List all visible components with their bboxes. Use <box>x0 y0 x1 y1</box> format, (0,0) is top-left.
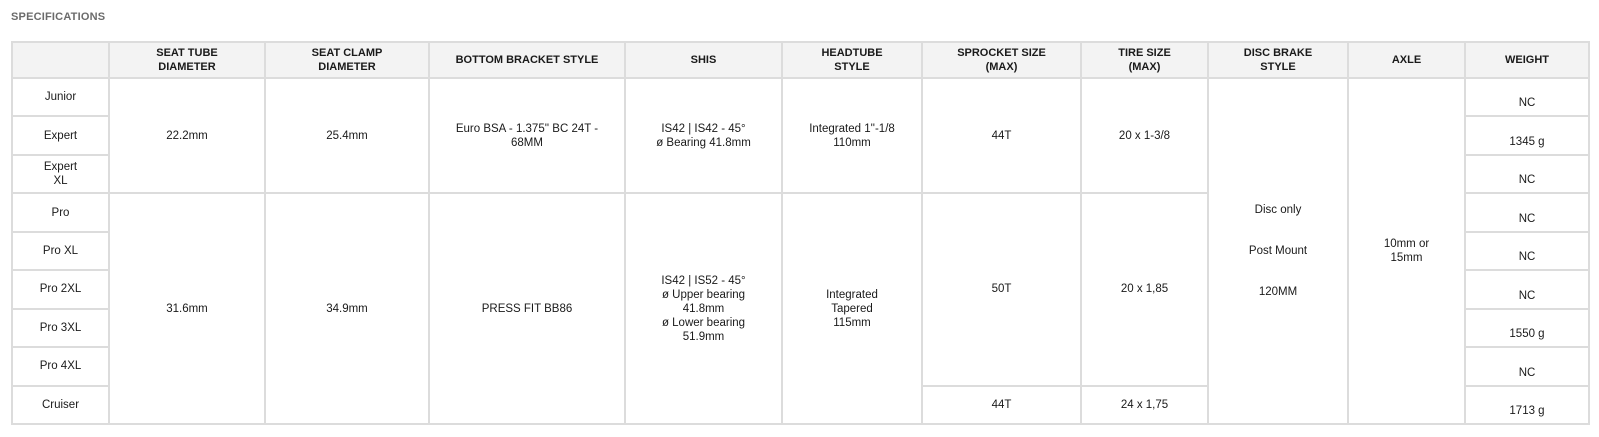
weight-cell-junior: NC <box>1465 78 1589 116</box>
disc-brake-cell <box>1208 78 1348 424</box>
tire-pro-cell: 20 x 1,85 <box>1081 193 1208 385</box>
header-shis: SHIS <box>625 42 782 78</box>
disc-brake-line: Disc only <box>1254 204 1302 216</box>
seat-clamp-small-cell: 25.4mm <box>265 78 429 193</box>
section-title: SPECIFICATIONS <box>11 11 106 23</box>
weight-cell-expert: 1345 g <box>1465 116 1589 154</box>
header-weight: WEIGHT <box>1465 42 1589 78</box>
weight-cell-pro-3xl: 1550 g <box>1465 309 1589 347</box>
disc-brake-line: 120MM <box>1258 286 1298 298</box>
shis-small-cell: IS42 | IS42 - 45° ø Bearing 41.8mm <box>625 78 782 193</box>
size-cell-pro-3xl: Pro 3XL <box>12 309 109 347</box>
headtube-large-cell: Integrated Tapered 115mm <box>782 193 922 424</box>
table-row <box>12 78 1589 116</box>
header-tire-size: TIRE SIZE (MAX) <box>1081 42 1208 78</box>
header-size <box>12 42 109 78</box>
disc-brake-line: Post Mount <box>1248 245 1308 257</box>
size-cell-pro: Pro <box>12 193 109 231</box>
size-cell-pro-xl: Pro XL <box>12 232 109 270</box>
specifications-table <box>11 41 1590 425</box>
header-bottom-bracket-style: BOTTOM BRACKET STYLE <box>429 42 625 78</box>
sprocket-cruiser-cell: 44T <box>922 386 1081 425</box>
axle-cell: 10mm or 15mm <box>1348 78 1465 424</box>
seat-tube-large-cell: 31.6mm <box>109 193 265 424</box>
sprocket-pro-cell: 50T <box>922 193 1081 385</box>
seat-clamp-large-cell: 34.9mm <box>265 193 429 424</box>
weight-cell-pro-xl: NC <box>1465 232 1589 270</box>
size-cell-cruiser: Cruiser <box>12 386 109 425</box>
sprocket-small-cell: 44T <box>922 78 1081 193</box>
weight-cell-cruiser: 1713 g <box>1465 386 1589 425</box>
weight-cell-pro-2xl: NC <box>1465 270 1589 308</box>
headtube-small-cell: Integrated 1''-1/8 110mm <box>782 78 922 193</box>
weight-cell-expert-xl: NC <box>1465 155 1589 193</box>
shis-large-cell: IS42 | IS52 - 45° ø Upper bearing 41.8mm ø Lower bearing 51.9mm <box>625 193 782 424</box>
header-disc-brake-style: DISC BRAKE STYLE <box>1208 42 1348 78</box>
bottom-bracket-small-cell: Euro BSA - 1.375'' BC 24T - 68MM <box>429 78 625 193</box>
header-axle: AXLE <box>1348 42 1465 78</box>
header-row <box>12 42 1589 78</box>
size-cell-expert-xl: Expert XL <box>12 155 109 193</box>
tire-small-cell: 20 x 1-3/8 <box>1081 78 1208 193</box>
header-seat-clamp-diameter: SEAT CLAMP DIAMETER <box>265 42 429 78</box>
size-cell-expert: Expert <box>12 116 109 154</box>
header-seat-tube-diameter: SEAT TUBE DIAMETER <box>109 42 265 78</box>
size-cell-pro-2xl: Pro 2XL <box>12 270 109 308</box>
size-cell-pro-4xl: Pro 4XL <box>12 347 109 385</box>
tire-cruiser-cell: 24 x 1,75 <box>1081 386 1208 425</box>
size-cell-junior: Junior <box>12 78 109 116</box>
bottom-bracket-large-cell: PRESS FIT BB86 <box>429 193 625 424</box>
seat-tube-small-cell: 22.2mm <box>109 78 265 193</box>
header-sprocket-size: SPROCKET SIZE (MAX) <box>922 42 1081 78</box>
header-headtube-style: HEADTUBE STYLE <box>782 42 922 78</box>
weight-cell-pro-4xl: NC <box>1465 347 1589 385</box>
weight-cell-pro: NC <box>1465 193 1589 231</box>
